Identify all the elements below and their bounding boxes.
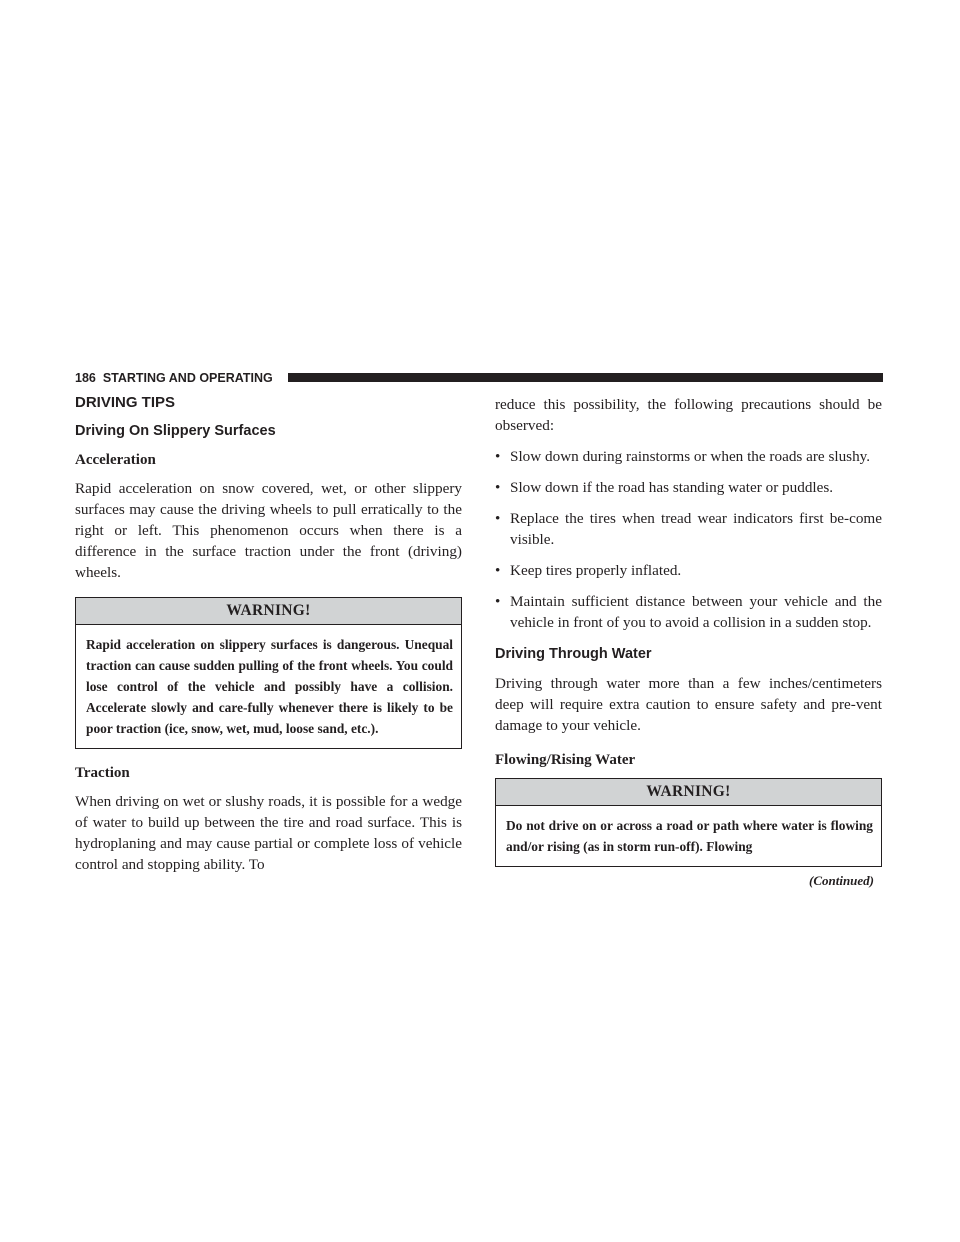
continued-paragraph: reduce this possibility, the following precautions should be observed: <box>495 396 882 434</box>
list-item <box>495 508 882 550</box>
section-title: DRIVING TIPS <box>75 394 176 411</box>
list-item-text: Slow down if the road has standing water or puddles. <box>510 479 834 496</box>
list-item <box>495 591 882 633</box>
header-rule <box>288 373 883 382</box>
bullet-icon: • <box>495 510 501 527</box>
warning-title: WARNING! <box>76 598 461 625</box>
warning-title: WARNING! <box>496 779 881 806</box>
acceleration-paragraph: Rapid acceleration on snow covered, wet, or other slippery surfaces may cause the driving wheels to pull erratically to the right or left. This phenomenon occurs when there is a difference in the surface traction under the front (driving) wheels. <box>75 480 462 581</box>
acceleration-heading: Acceleration <box>75 452 156 468</box>
flowing-heading: Flowing/Rising Water <box>495 752 636 768</box>
warning-text: Rapid acceleration on slippery surfaces is dangerous. Unequal traction can cause sudden pulling of the front wheels. You could lose control of the vehicle and possibly have a collision. Accelerate slowly and care-fully whenever there is likely to be poor traction (ice, snow, wet, mud, loose sand, etc.). <box>86 637 453 736</box>
bullet-icon: • <box>495 479 501 496</box>
right-column <box>495 394 882 889</box>
header-label <box>75 370 273 386</box>
list-item <box>495 477 882 498</box>
continued-label: (Continued) <box>808 873 874 888</box>
warning-box-acceleration <box>75 597 462 749</box>
list-item-text: Maintain sufficient distance between your vehicle and the vehicle in front of you to avoid a collision in a sudden stop. <box>510 593 882 631</box>
traction-heading: Traction <box>75 765 130 781</box>
warning-box-water <box>495 778 882 867</box>
bullet-icon: • <box>495 448 501 465</box>
page-number: 186 <box>75 371 96 385</box>
bullet-icon: • <box>495 562 501 579</box>
list-item-text: Slow down during rainstorms or when the roads are slushy. <box>510 448 871 465</box>
subsection-title: Driving On Slippery Surfaces <box>75 423 276 439</box>
warning-text: Do not drive on or across a road or path where water is flowing and/or rising (as in storm run-off). Flowing <box>506 818 873 854</box>
traction-paragraph: When driving on wet or slushy roads, it is possible for a wedge of water to build up between the tire and road surface. This is hydroplaning and may cause partial or complete loss of vehicle control and stopping ability. To <box>75 793 462 873</box>
list-item <box>495 560 882 581</box>
water-title: Driving Through Water <box>495 646 652 662</box>
list-item <box>495 446 882 467</box>
water-paragraph: Driving through water more than a few inches/centimeters deep will require extra caution to ensure safety and pre-vent damage to your vehicle. <box>495 675 882 734</box>
precautions-list <box>495 446 882 633</box>
list-item-text: Replace the tires when tread wear indicators first be-come visible. <box>510 510 882 548</box>
section-name: STARTING AND OPERATING <box>102 371 273 385</box>
left-column <box>75 394 462 889</box>
bullet-icon: • <box>495 593 501 610</box>
running-header <box>75 370 883 386</box>
list-item-text: Keep tires properly inflated. <box>510 562 682 579</box>
